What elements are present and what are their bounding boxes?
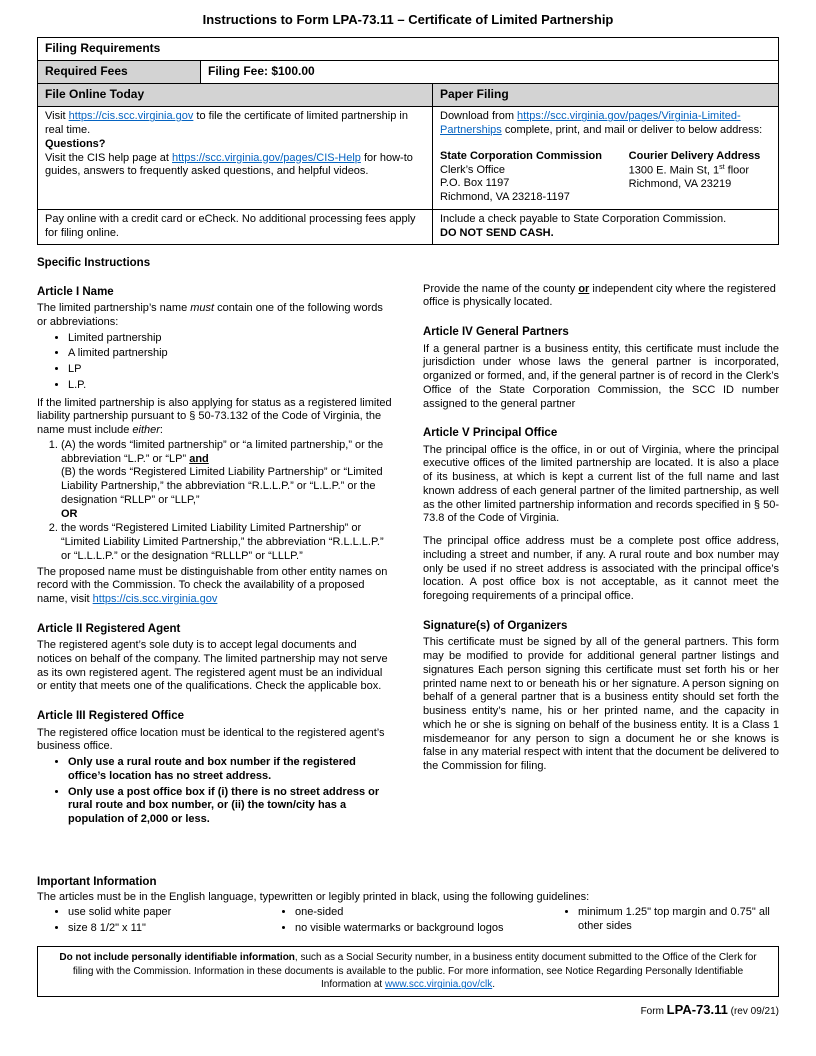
important-information-heading: Important Information [37,875,157,888]
article3-body: The registered office location must be identical to the registered agent’s business office. [37,726,385,753]
signatures-body: This certificate must be signed by all of the general partners. This form may be modified to provide for additional general partner listings and signatures Each person signing this certificate must set forth his or her printed name next to or beneath his or her signature. A person signing on behalf of a general partner that is a business entity should set forth the business entity’s name, his or her printed name, and the capacity in which he or she is signing on behalf of the business entity. It is a Class 1 misdemeanor for any person to sign a document he or she knows is false in any material respect with intent that the document be delivered to the Commission for filing. [423,636,779,772]
list-item: • A limited partnership [68,347,393,361]
county-text: Provide the name of the county or independent city where the registered office is physically located. [423,282,776,309]
ordinal-superscript: st [719,163,725,171]
and-emphasis: and [189,452,209,465]
important-intro: The articles must be in the English language, typewritten or legibly printed in black, using the following guidelines: [37,891,590,904]
list-item: • use solid white paper [68,906,264,920]
filing-requirements-header: Filing Requirements [45,41,161,56]
guidelines-col1 [37,906,264,938]
payment-row [38,210,778,245]
paper-filing-body [433,107,778,209]
list-item: • Limited partnership [68,332,393,346]
name-options-list [37,439,393,564]
right-column [423,279,779,831]
article5-para2: The principal office address must be a complete post office address, including a street and number, if any. A rural route and box number may only be used if no street address is associated with the principal office’s location. A post office box is not acceptable, as it cannot meet the foregoing requirements of a principal office. [423,535,779,603]
name-option-2: 2. the words “Registered Limited Liability Limited Partnership” or “Limited Liability Limited Partnership,” the abbreviation “R.L.L.L.P.” or “L.L.L.P.” or the designation “RLLLP” or “LLLP.” [61,522,393,563]
file-online-header: File Online Today [38,84,433,106]
paper-filing-header: Paper Filing [433,84,778,106]
pii-bold-lead: Do not include personally identifiable information [59,952,295,964]
check-note: Include a check payable to State Corporation Commission. DO NOT SEND CASH. [440,212,727,239]
article5-para1: The principal office is the office, in or out of Virginia, where the principal executive offices of the limited partnership are located. It is also a place of its business, at which is kept a current list of the full name and last known address of each general partner of the limited partnership, as well as the other limited partnership information and records specified in § 50-73.8 of the Code of Virginia. [423,443,779,525]
signatures-heading: Signature(s) of Organizers [423,619,568,632]
questions-label: Questions? [45,137,106,150]
download-form-link[interactable]: https://scc.virginia.gov/pages/Virginia-Limited-Partnerships [440,110,741,136]
article4-heading: Article IV General Partners [423,326,569,339]
article4-body: If a general partner is a business entity, this certificate must include the jurisdiction under whose laws the general partner is incorporated, organized or formed, and, if the general partner is of record in the Clerk’s Office of the State Corporation Commission, the SCC ID number assigned to the general partner [423,342,779,410]
filing-requirements-table [37,37,779,245]
guidelines-col2 [264,906,547,938]
guidelines-columns [37,905,779,938]
list-item: • no visible watermarks or background logos [295,922,547,936]
rllp-intro: If the limited partnership is also applying for status as a registered limited liability partnership pursuant to § 50-73.132 of the Code of Virginia, the name must include either: [37,396,392,436]
instructions-columns [37,279,779,831]
article1-intro: The limited partnership’s name must contain one of the following words or abbreviations: [37,302,383,328]
scc-name: State Corporation Commission [440,149,602,162]
left-column [37,279,393,831]
cis-filing-link[interactable]: https://cis.scc.virginia.gov [68,110,194,123]
pii-notice-link[interactable]: www.scc.virginia.gov/clk [384,979,493,991]
mailing-address-block [440,150,771,205]
method-headers-row [38,84,778,107]
scc-line1: Clerk’s Office [440,163,506,176]
form-number: LPA-73.11 [666,1001,728,1017]
courier-line1: 1300 E. Main St, 1st floor [628,163,750,177]
courier-address [629,150,771,205]
file-online-body [38,107,433,209]
pay-online-note: Pay online with a credit card or eCheck. No additional processing fees apply for filing online. [38,210,433,245]
method-body-row [38,107,778,210]
list-item: • LP [68,363,393,377]
questions-text: Visit the CIS help page at https://scc.virginia.gov/pages/CIS-Help for how-to guides, answers to frequently asked questions, and helpful videos. [45,151,413,178]
important-information-section [37,875,779,938]
name-option-1: 1. (A) the words “limited partnership” or “a limited partnership,” or the abbreviation “L.P.” or “LP” and (B) the words “Registered Limited Liability Partnership” or “Limited Liability Partnership,” the abbreviation “R.L.L.P.” or “L.L.P.” or the designation “RLLP” or “LLP,” OR [61,439,393,522]
filing-requirements-row [38,38,778,61]
list-item: • size 8 1/2" x 11" [68,922,264,936]
form-footer [37,1002,779,1019]
download-text: Download from https://scc.virginia.gov/pages/Virginia-Limited-Partnerships complete, print, and mail or deliver to below address: [440,110,763,136]
name-check-link[interactable]: https://cis.scc.virginia.gov [92,593,218,605]
filing-fee-value: Filing Fee: $100.00 [208,64,315,79]
article2-body: The registered agent’s sole duty is to accept legal documents and notices on behalf of the company. The limited partnership may not serve as its own registered agent. The registered agent must be an individual or entity that meets one of the qualifications. Check the applicable box. [37,639,388,693]
specific-instructions-heading: Specific Instructions [37,257,151,270]
cis-help-link[interactable]: https://scc.virginia.gov/pages/CIS-Help [172,151,361,164]
article1-heading: Article I Name [37,285,114,298]
list-item: • L.P. [68,379,393,393]
courier-line2: Richmond, VA 23219 [628,177,732,190]
scc-line2: P.O. Box 1197 [440,177,510,190]
article2-heading: Article II Registered Agent [37,622,181,635]
online-visit-text: Visit https://cis.scc.virginia.gov to file the certificate of limited partnership in real time. [45,110,408,136]
name-words-list [37,332,393,393]
form-revision: (rev 09/21) [727,1005,779,1017]
or-connector: OR [61,507,78,520]
registered-office-rules [37,756,393,827]
form-label: Form [640,1005,667,1017]
list-item: • minimum 1.25" top margin and 0.75" all other sides [578,906,779,934]
guidelines-col3 [547,906,779,938]
scc-line3: Richmond, VA 23218-1197 [440,191,570,203]
article5-heading: Article V Principal Office [423,427,558,440]
required-fees-row [38,61,778,84]
required-fees-label: Required Fees [38,61,201,83]
list-item: • Only use a post office box if (i) there is no street address or rural route and box number, or (ii) the town/city has a population of 2,000 or less. [68,786,393,827]
courier-name: Courier Delivery Address [628,149,761,162]
article3-heading: Article III Registered Office [37,710,184,723]
pii-notice-box: Do not include personally identifiable information, such as a Social Security number, in a business entity document submitted to the Office of the Clerk for filing with the Commission. Information in these documents is available to the public. For more information, see Notice Regarding Personally Identifiable Information at www.scc.virginia.gov/clk. [37,946,779,997]
distinguishable-text: The proposed name must be distinguishable from other entity names on record with the Commission. To check the availability of a proposed name, visit https://cis.scc.virginia.gov [37,565,388,605]
no-cash-warning: DO NOT SEND CASH. [440,226,554,239]
list-item: • Only use a rural route and box number if the registered office’s location has no street address. [68,756,393,784]
or-emphasis: or [578,282,590,295]
mail-address [440,150,629,205]
document-title: Instructions to Form LPA-73.11 – Certificate of Limited Partnership [202,12,614,27]
list-item: • one-sided [295,906,547,920]
